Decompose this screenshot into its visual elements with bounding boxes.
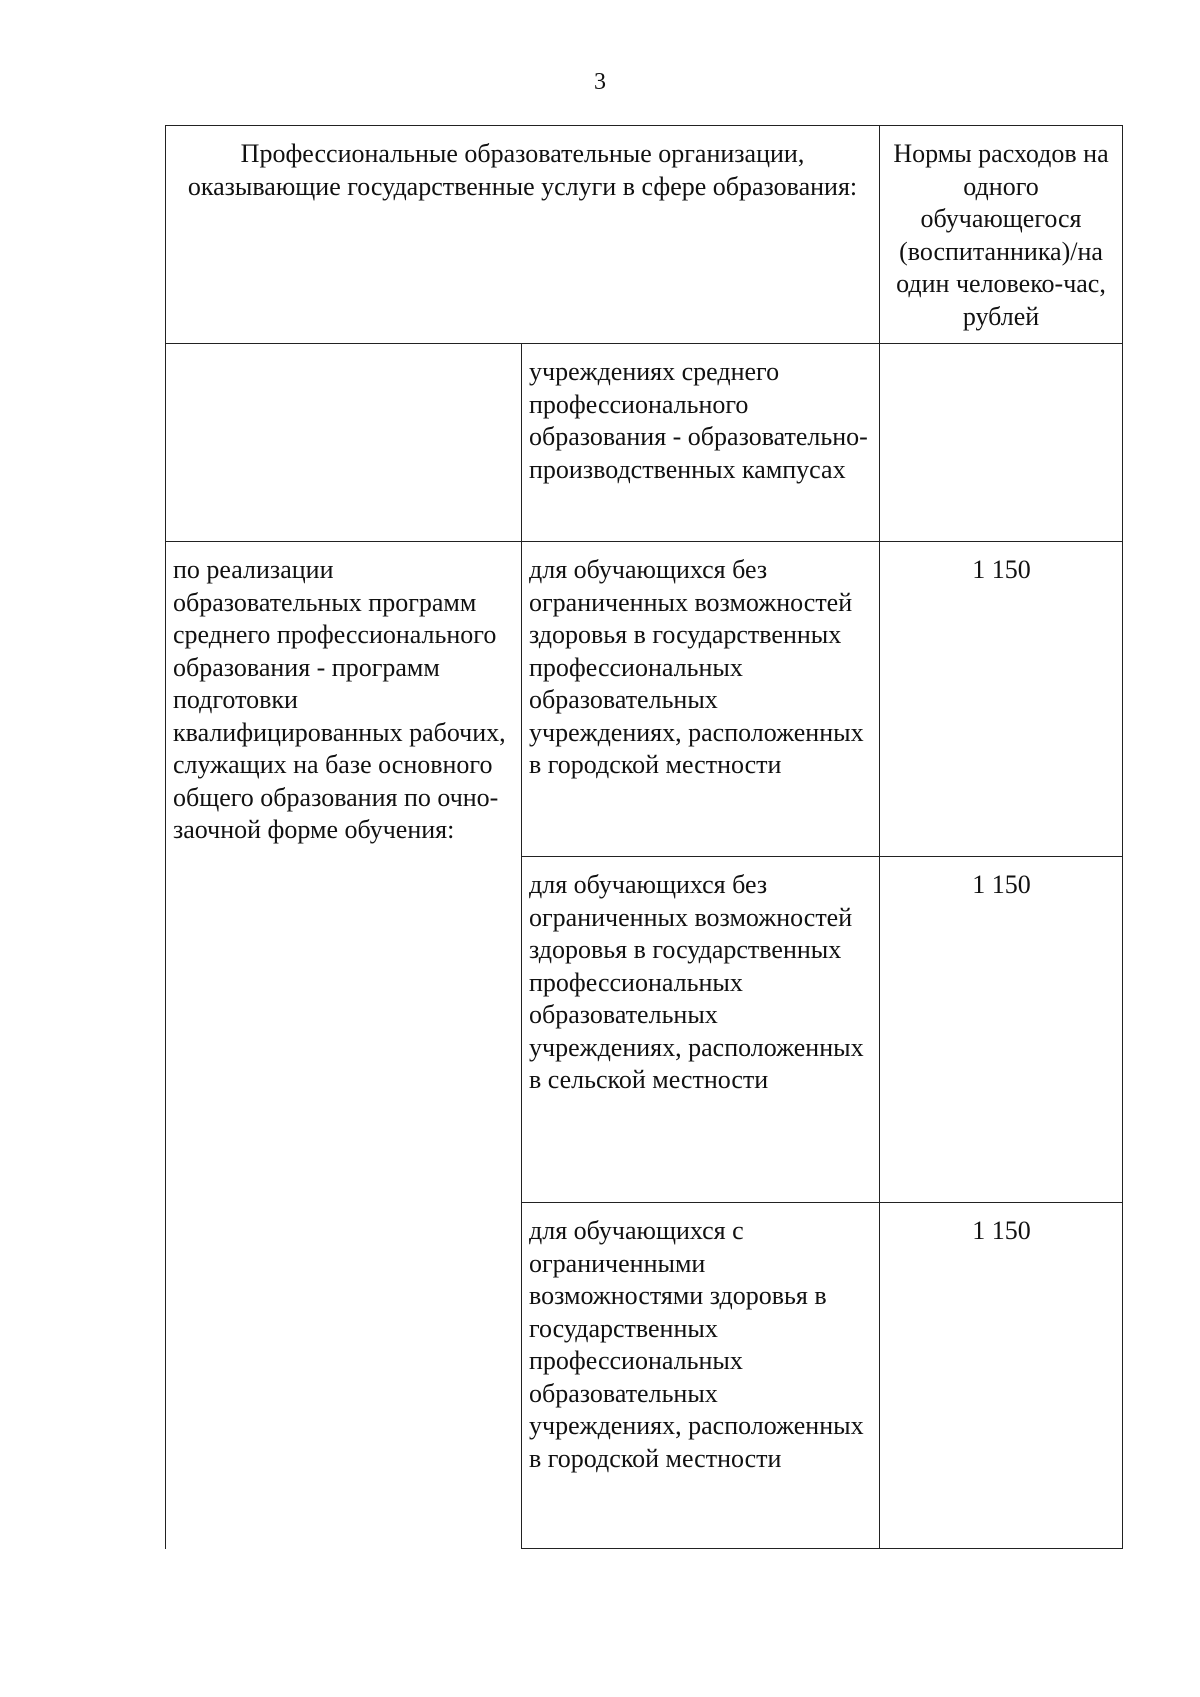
description-text: для обучающихся без ограниченных возможностей здоровья в государственных профессиональных образовательных учреждениях, расположенных в городской местности xyxy=(529,555,864,779)
program-category-cell xyxy=(166,542,522,1549)
value-cell xyxy=(880,1203,1123,1549)
category-cell-empty xyxy=(166,344,522,542)
value-text: 1 150 xyxy=(972,1216,1031,1245)
header-norms-cell xyxy=(880,126,1123,344)
table-header-row xyxy=(166,126,1123,344)
value-cell xyxy=(880,542,1123,857)
header-organizations-label: Профессиональные образовательные организации, оказывающие государственные услуги в сфере образования: xyxy=(187,139,858,201)
value-cell xyxy=(880,344,1123,542)
value-text: 1 150 xyxy=(972,555,1031,584)
description-cell xyxy=(522,542,880,857)
description-cell xyxy=(522,1203,880,1549)
page-number: 3 xyxy=(594,69,606,95)
program-category-text: по реализации образовательных программ среднего профессионального образования - программ подготовки квалифицированных рабочих, служащих на базе основного общего образования по очно-заочной форме обучения: xyxy=(173,555,506,844)
header-norms-label: Нормы расходов на одного обучающегося (воспитанника)/на один человеко-час, рублей xyxy=(893,139,1109,331)
table-row xyxy=(166,344,1123,542)
table-row xyxy=(166,542,1123,857)
value-cell xyxy=(880,857,1123,1203)
description-text: для обучающихся с ограниченными возможностями здоровья в государственных профессиональных образовательных учреждениях, расположенных в городской местности xyxy=(529,1216,864,1473)
description-cell xyxy=(522,857,880,1203)
norms-table xyxy=(165,125,1123,1549)
description-text: учреждениях среднего профессионального образования - образовательно-производственных кампусах xyxy=(529,357,868,484)
value-text: 1 150 xyxy=(972,870,1031,899)
description-cell xyxy=(522,344,880,542)
header-organizations-cell xyxy=(166,126,880,344)
description-text: для обучающихся без ограниченных возможностей здоровья в государственных профессиональных образовательных учреждениях, расположенных в сельской местности xyxy=(529,870,864,1094)
